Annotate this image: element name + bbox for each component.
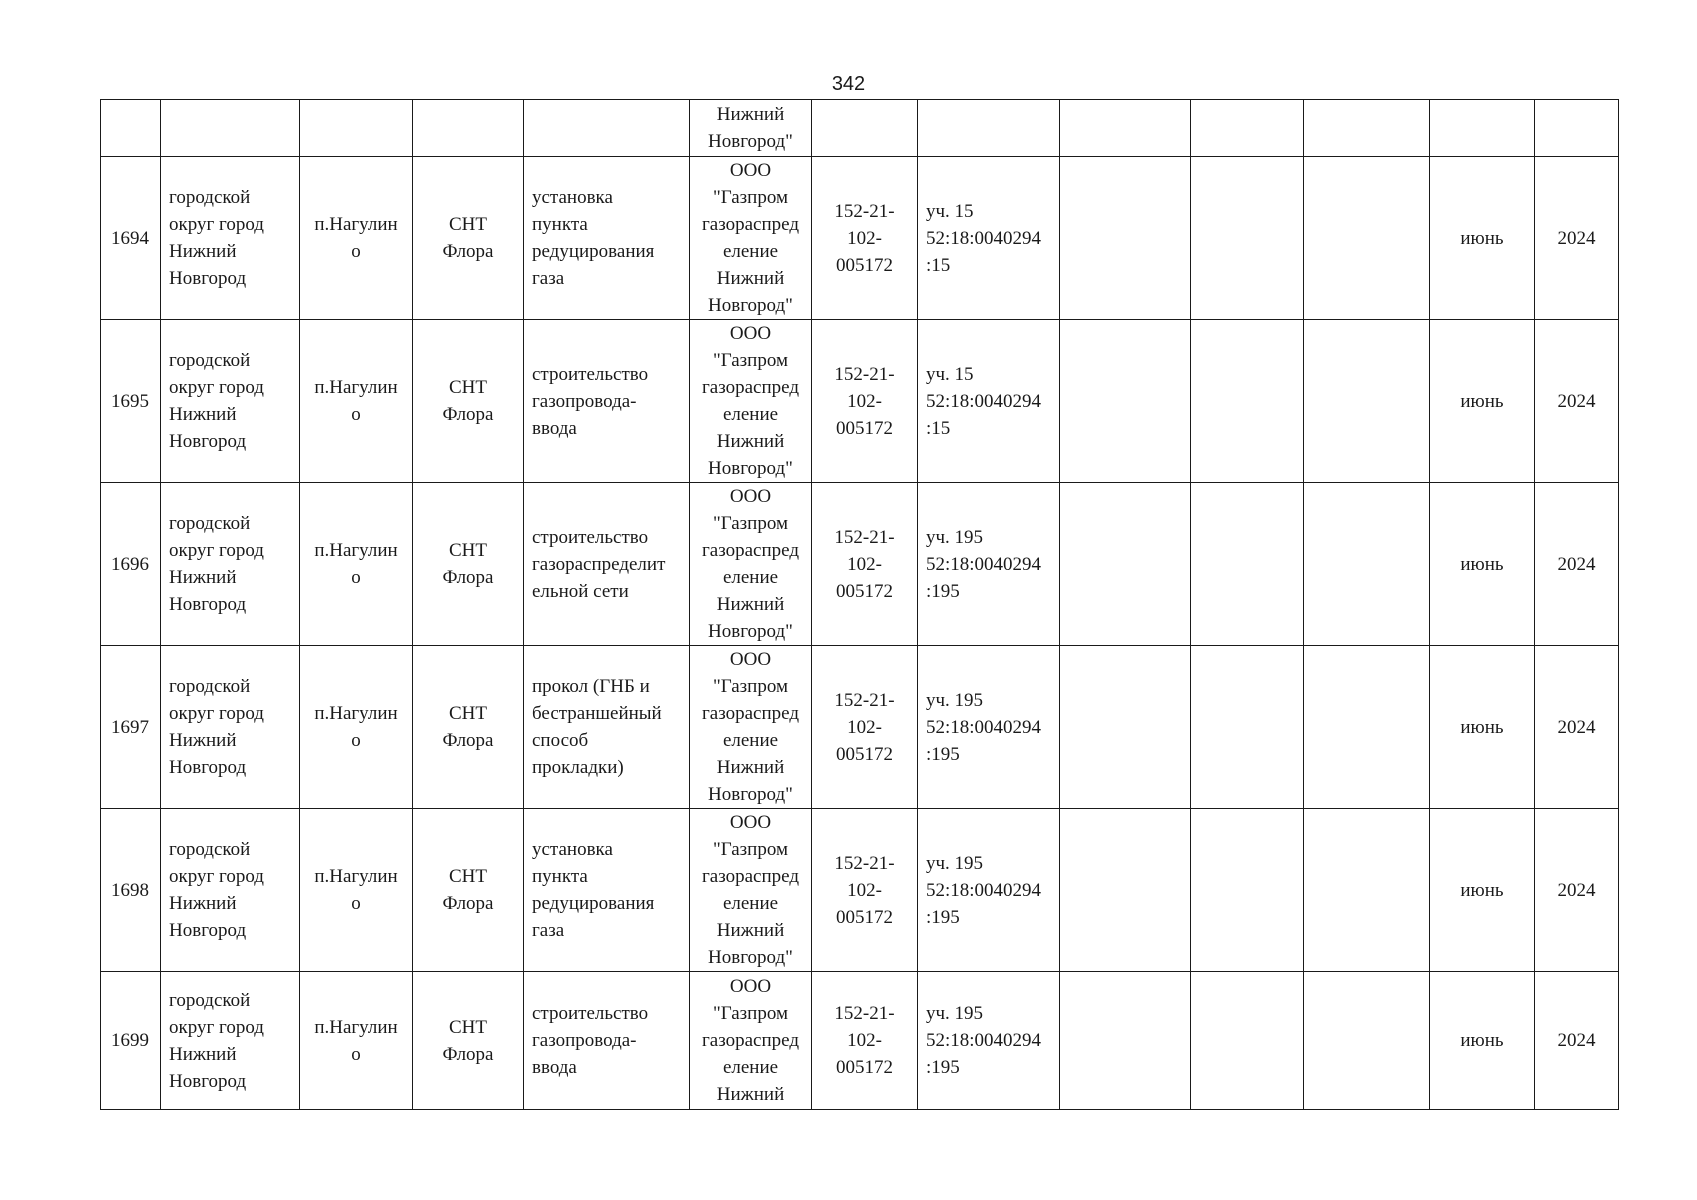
cell-work: строительство газопровода- ввода [524, 972, 690, 1110]
cell-number [101, 100, 161, 157]
cell-plot: уч. 15 52:18:0040294 :15 [918, 157, 1060, 320]
cell-code [812, 100, 918, 157]
cell-municipality [161, 100, 300, 157]
cell-municipality: городской округ город Нижний Новгород [161, 972, 300, 1110]
cell-snt: СНТ Флора [413, 483, 524, 646]
cell-plot [918, 100, 1060, 157]
table-row [101, 157, 1619, 320]
cell-settlement: п.Нагулин о [300, 972, 413, 1110]
cell-organization: ООО "Газпром газораспред еление Нижний [690, 972, 812, 1110]
cell-municipality: городской округ город Нижний Новгород [161, 483, 300, 646]
cell-settlement: п.Нагулин о [300, 646, 413, 809]
cell-code: 152-21- 102- 005172 [812, 157, 918, 320]
cell-plot: уч. 195 52:18:0040294 :195 [918, 809, 1060, 972]
cell-number: 1699 [101, 972, 161, 1110]
cell-code: 152-21- 102- 005172 [812, 483, 918, 646]
cell-number: 1698 [101, 809, 161, 972]
cell-year: 2024 [1535, 646, 1619, 809]
cell-month: июнь [1430, 972, 1535, 1110]
cell-empty-1 [1060, 100, 1191, 157]
cell-code: 152-21- 102- 005172 [812, 646, 918, 809]
cell-month [1430, 100, 1535, 157]
cell-empty-3 [1304, 809, 1430, 972]
cell-year: 2024 [1535, 972, 1619, 1110]
table-row [101, 809, 1619, 972]
table-row [101, 483, 1619, 646]
cell-settlement: п.Нагулин о [300, 157, 413, 320]
cell-empty-2 [1191, 972, 1304, 1110]
cell-empty-1 [1060, 972, 1191, 1110]
cell-municipality: городской округ город Нижний Новгород [161, 157, 300, 320]
cell-snt: СНТ Флора [413, 646, 524, 809]
cell-number: 1696 [101, 483, 161, 646]
cell-work: строительство газопровода- ввода [524, 320, 690, 483]
cell-year: 2024 [1535, 157, 1619, 320]
cell-empty-3 [1304, 483, 1430, 646]
cell-plot: уч. 195 52:18:0040294 :195 [918, 646, 1060, 809]
table-row [101, 646, 1619, 809]
cell-municipality: городской округ город Нижний Новгород [161, 809, 300, 972]
cell-code: 152-21- 102- 005172 [812, 809, 918, 972]
cell-organization: ООО "Газпром газораспред еление Нижний Новгород" [690, 809, 812, 972]
cell-empty-2 [1191, 483, 1304, 646]
cell-empty-1 [1060, 483, 1191, 646]
cell-work: установка пункта редуцирования газа [524, 157, 690, 320]
cell-year: 2024 [1535, 483, 1619, 646]
cell-snt [413, 100, 524, 157]
cell-empty-3 [1304, 320, 1430, 483]
cell-empty-1 [1060, 320, 1191, 483]
cell-empty-1 [1060, 646, 1191, 809]
cell-organization: ООО "Газпром газораспред еление Нижний Новгород" [690, 157, 812, 320]
cell-month: июнь [1430, 483, 1535, 646]
cell-settlement [300, 100, 413, 157]
table-row-continuation [101, 100, 1619, 157]
cell-empty-3 [1304, 100, 1430, 157]
cell-plot: уч. 195 52:18:0040294 :195 [918, 972, 1060, 1110]
cell-work: строительство газораспределит ельной сети [524, 483, 690, 646]
cell-snt: СНТ Флора [413, 809, 524, 972]
cell-year: 2024 [1535, 809, 1619, 972]
cell-settlement: п.Нагулин о [300, 320, 413, 483]
cell-plot: уч. 15 52:18:0040294 :15 [918, 320, 1060, 483]
cell-empty-2 [1191, 320, 1304, 483]
cell-empty-2 [1191, 646, 1304, 809]
cell-number: 1694 [101, 157, 161, 320]
cell-organization: ООО "Газпром газораспред еление Нижний Новгород" [690, 483, 812, 646]
cell-year: 2024 [1535, 320, 1619, 483]
cell-organization: ООО "Газпром газораспред еление Нижний Новгород" [690, 320, 812, 483]
cell-code: 152-21- 102- 005172 [812, 320, 918, 483]
cell-plot: уч. 195 52:18:0040294 :195 [918, 483, 1060, 646]
cell-empty-1 [1060, 157, 1191, 320]
cell-work: установка пункта редуцирования газа [524, 809, 690, 972]
table-row [101, 972, 1619, 1110]
cell-snt: СНТ Флора [413, 157, 524, 320]
cell-settlement: п.Нагулин о [300, 809, 413, 972]
cell-month: июнь [1430, 646, 1535, 809]
cell-empty-2 [1191, 809, 1304, 972]
cell-organization [690, 100, 812, 157]
cell-snt: СНТ Флора [413, 320, 524, 483]
page-number: 342 [831, 73, 866, 95]
cell-organization: ООО "Газпром газораспред еление Нижний Новгород" [690, 646, 812, 809]
cell-month: июнь [1430, 157, 1535, 320]
cell-settlement: п.Нагулин о [300, 483, 413, 646]
cell-empty-2 [1191, 100, 1304, 157]
cell-number: 1695 [101, 320, 161, 483]
organization-text: Нижний Новгород" [708, 104, 793, 152]
cell-year [1535, 100, 1619, 157]
cell-month: июнь [1430, 809, 1535, 972]
cell-empty-2 [1191, 157, 1304, 320]
cell-snt: СНТ Флора [413, 972, 524, 1110]
cell-month: июнь [1430, 320, 1535, 483]
works-table [100, 99, 1619, 1110]
table-row [101, 320, 1619, 483]
cell-empty-3 [1304, 157, 1430, 320]
cell-empty-3 [1304, 972, 1430, 1110]
cell-code: 152-21- 102- 005172 [812, 972, 918, 1110]
cell-work: прокол (ГНБ и бестраншейный способ прокладки) [524, 646, 690, 809]
cell-empty-1 [1060, 809, 1191, 972]
cell-number: 1697 [101, 646, 161, 809]
cell-work [524, 100, 690, 157]
cell-empty-3 [1304, 646, 1430, 809]
cell-municipality: городской округ город Нижний Новгород [161, 320, 300, 483]
cell-municipality: городской округ город Нижний Новгород [161, 646, 300, 809]
